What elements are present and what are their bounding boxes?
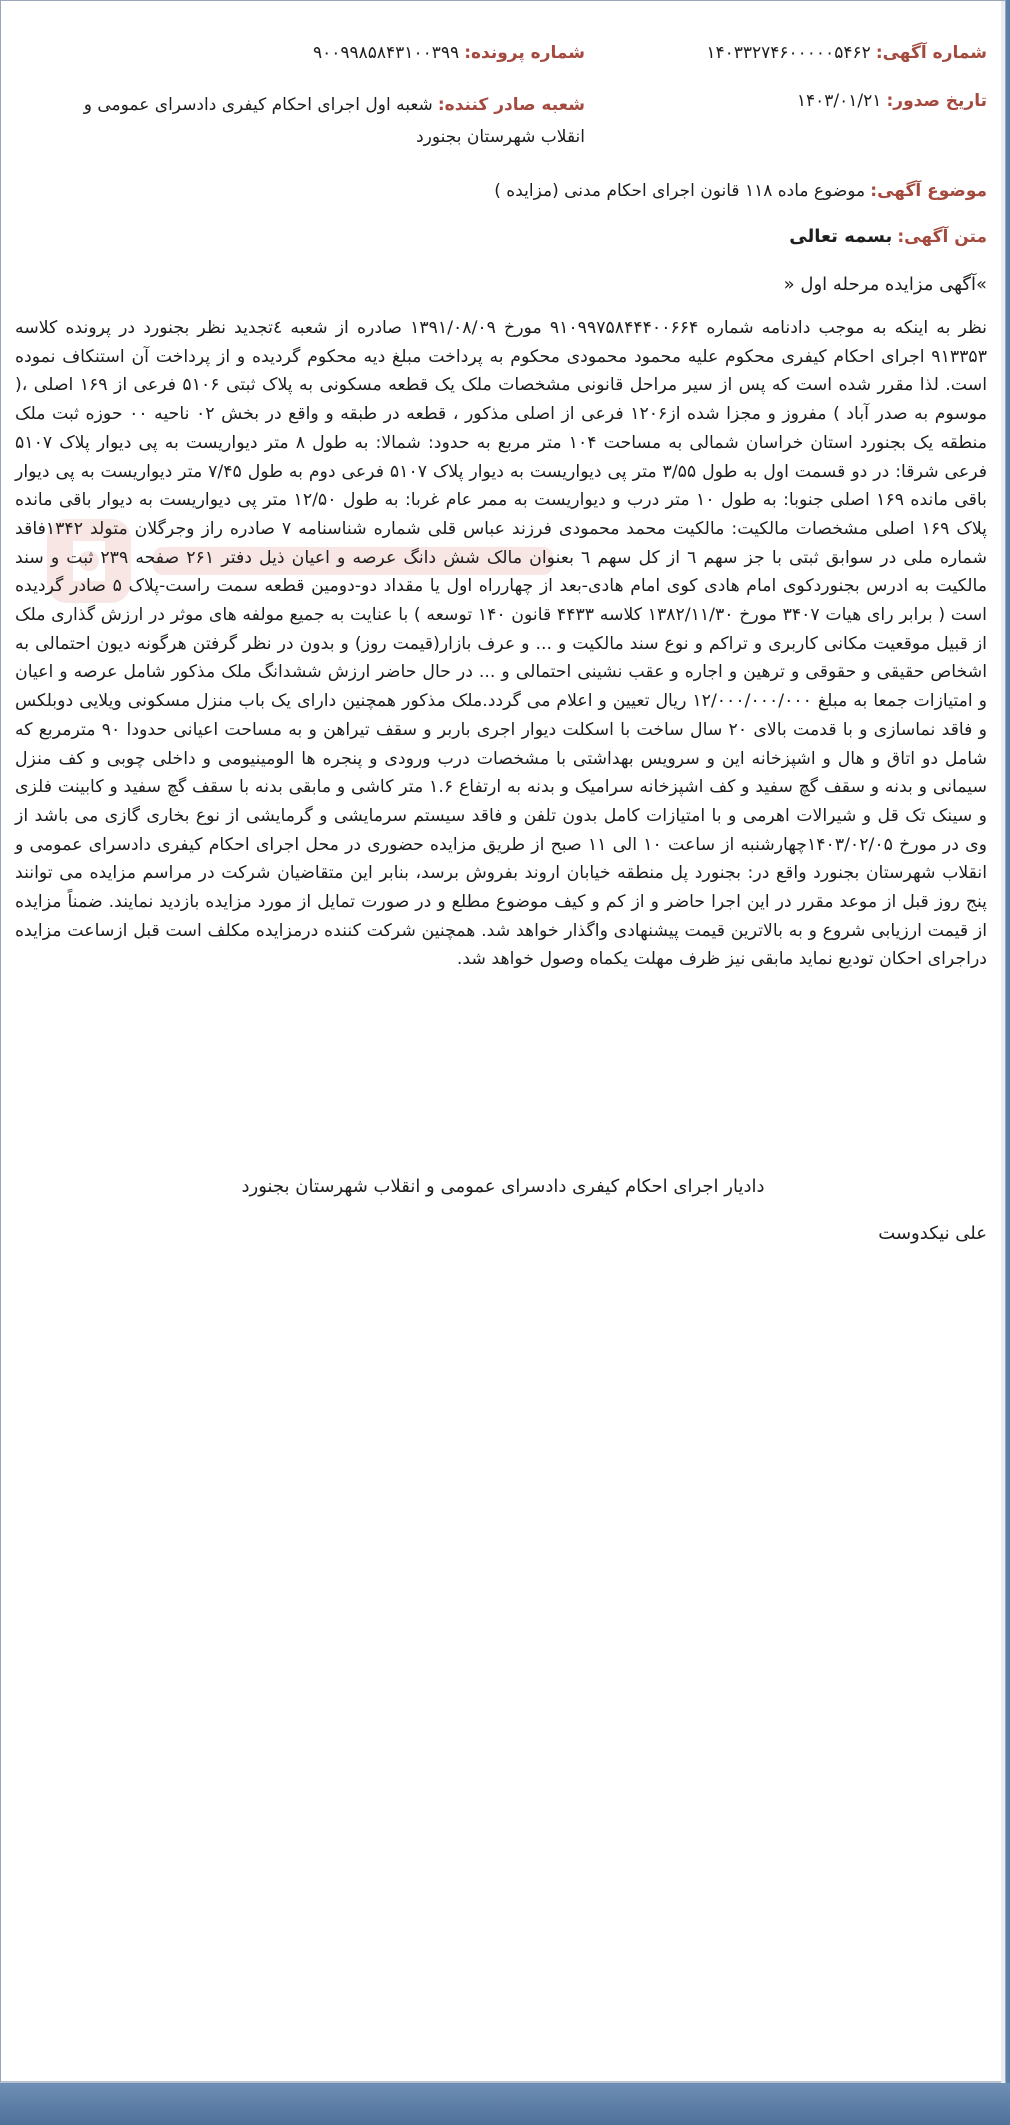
issue-date-field xyxy=(797,91,987,111)
auction-body: نظر به اینکه به موجب دادنامه شماره ۹۱۰۹۹۷۵۸۴۴۴۰۰۶۶۴ مورخ ۱۳۹۱/۰۸/۰۹ صادره از شعبه ٤تجدید نظر بجنورد در پرونده کلاسه ۹۱۳۳۵۳ اجرای احکام کیفری محکوم علیه محمود محمودی محکوم به پرداخت مبلغ دیه محکوم گردیده و از پرداخت آن استنکاف نموده است. لذا مقرر شده است که پس از سیر مراحل قانونی مشخصات ملک یک قطعه مسکونی به پلاک ثبتی ۵۱۰۶ فرعی از ۱۶۹ اصلی ،( موسوم به صدر آباد ) مفروز و مجزا شده از۱۲۰۶ فرعی از اصلی مذکور ، قطعه در طبقه و واقع در بخش ۰۲ ناحیه ۰۰ حوزه ثبت ملک منطقه یک بجنورد استان خراسان شمالی به مساحت ۱۰۴ متر مربع به حدود: شمالا: به طول ۸ متر دیواریست به پی دیوار پلاک ۵۱۰۷ فرعی شرقا: در دو قسمت اول به طول ۳/۵۵ متر پی دیواریست به دیوار پلاک ۵۱۰۷ فرعی دوم به طول ۷/۴۵ متر دیواریست به پی دیوار باقی مانده ۱۶۹ اصلی جنوبا: به طول ۱۰ متر درب و دیواریست به ممر عام غربا: به طول ۱۲/۵۰ متر پی دیواریست به دیوار باقی مانده پلاک ۱۶۹ اصلی مشخصات مالکیت: مالکیت محمد محمودی فرزند عباس قلی شماره شناسنامه ۷ صادره راز وجرگلان متولد ۱۳۴۲فاقد شماره ملی در سوابق ثبتی با جز سهم ٦ از کل سهم ٦ بعنوان مالک شش دانگ عرصه و اعیان ذیل دفتر ۲۶۱ صفحه ۲۳۹ ثبت و سند مالکیت به ادرس بجنوردکوی امام هادی کوی امام هادی-بعد از چهارراه اول یا مقداد دو-دومین قطعه سمت راست-پلاک ۵ صادر گردیده است ( برابر رای هیات ۳۴۰۷ مورخ ۱۳۸۲/۱۱/۳۰ کلاسه ۴۴۳۳ قانون ۱۴۰ توسعه ) با عنایت به جمیع مولفه های موثر در ارزش گذاری ملک از قبیل موقعیت مکانی کاربری و تراکم و نوع سند مالکیت و ... و عرف بازار(قیمت روز) و بدون در نظر گرفتن هرگونه دیون احتمالی به اشخاص حقیقی و حقوقی و ترهین و اجاره و عقب نشینی احتمالی و ... در حال حاضر ارزش ششدانگ ملک مذکور شامل عرصه و اعیان و امتیازات جمعا به مبلغ ۱۲/۰۰۰/۰۰۰/۰۰۰ ریال تعیین و اعلام می گردد.ملک مذکور همچنین دارای یک باب منزل مسکونی ویلایی دوبلکس و فاقد نماسازی و با قدمت بالای ۲۰ سال ساخت با اسکلت دیوار اجری باربر و سقف تیراهن و به مساحت اعیانی حدودا ۹۰ مترمربع که شامل دو اتاق و هال و اشپزخانه این و سرویس بهداشتی با مشخصات درب ورودی و پنجره ها الومینیومی و داخلی چوبی و کف منزل سیمانی و بدنه و سقف گچ سفید و کف اشپزخانه سرامیک و بدنه به ارتفاع ۱.۶ متر کاشی و مابقی بدنه با سقف گچ سفید و کابینت فلزی و سینک تک قل و شیرالات اهرمی و با امتیازات کامل بدون تلفن و فاقد سیستم سرمایشی و گرمایشی از نوع بخاری گازی می باشد از وی در مورخ ۱۴۰۳/۰۲/۰۵چهارشنبه از ساعت ۱۰ الی ۱۱ صبح از طریق مزایده حضوری در محل اجرای احکام کیفری دادسرای عمومی و انقلاب شهرستان بجنورد واقع در: بجنورد پل منطقه خیابان اروند بفروش برسد، بنابر این متقاضیان شرکت در مراسم مزایده می توانند پنج روز قبل از موعد مقرر در این اجرا حاضر و از کم و کیف موضوع مطلع و در صورت تمایل از مورد مزایده بازدید نمایند. ضمناً مزایده از قیمت ارزیابی شروع و به بالاترین قیمت پیشنهادی واگذار خواهد شد. همچنین شرکت کننده درمزایده مکلف است قبل ازساعت مزایده دراجرای احکان تودیع نماید مابقی نیز ظرف مهلت یکماه وصول خواهد شد. xyxy=(15,318,988,970)
issuing-branch-value: شعبه اول اجرای احکام کیفری دادسرای عمومی و انقلاب شهرستان بجنورد xyxy=(83,95,585,147)
auction-title: »آگهی مزایده مرحله اول « xyxy=(783,274,987,295)
signature-name: علی نیکدوست xyxy=(878,1223,987,1244)
window-bottom-frame xyxy=(0,2083,1010,2125)
ad-text-label: متن آگهی: xyxy=(897,227,987,247)
subject-field xyxy=(494,181,987,201)
ad-text-field xyxy=(789,226,987,247)
ad-number-label: شماره آگهی: xyxy=(875,43,987,63)
ad-number-value: ۱۴۰۳۳۲۷۴۶۰۰۰۰۰۵۴۶۲ xyxy=(706,43,871,63)
subject-label: موضوع آگهی: xyxy=(870,181,987,201)
issue-date-label: تاریخ صدور: xyxy=(886,91,987,111)
issuing-branch-field xyxy=(65,89,585,153)
case-number-value: ۹۰۰۹۹۸۵۸۴۳۱۰۰۳۹۹ xyxy=(313,43,460,63)
issuing-branch-label: شعبه صادر کننده: xyxy=(437,95,585,115)
case-number-label: شماره پرونده: xyxy=(464,43,585,63)
ad-number-field xyxy=(706,43,987,63)
ad-text-value: بسمه تعالی xyxy=(789,226,893,247)
scrollbar[interactable] xyxy=(1001,1,1005,2084)
subject-value: موضوع ماده ۱۱۸ قانون اجرای احکام مدنی (مزایده ) xyxy=(494,181,866,201)
case-number-field xyxy=(313,43,585,63)
issue-date-value: ۱۴۰۳/۰۱/۲۱ xyxy=(796,91,882,111)
signature-office: دادیار اجرای احکام کیفری دادسرای عمومی و انقلاب شهرستان بجنورد xyxy=(241,1176,765,1197)
